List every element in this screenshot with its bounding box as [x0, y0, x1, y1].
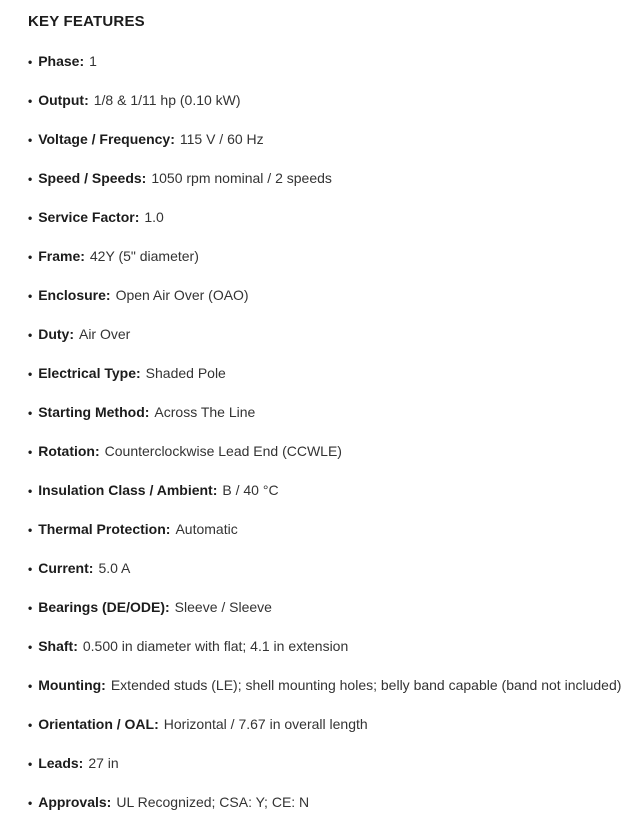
feature-label: Enclosure:	[38, 287, 111, 303]
feature-value: 1	[89, 53, 97, 69]
feature-value: 27 in	[88, 755, 119, 771]
feature-value: Automatic	[175, 521, 238, 537]
feature-item	[28, 247, 622, 267]
bullet-icon: •	[28, 756, 33, 771]
feature-label: Orientation / OAL:	[38, 716, 159, 732]
feature-value: 1050 rpm nominal / 2 speeds	[151, 170, 332, 186]
feature-item	[28, 793, 622, 813]
bullet-icon: •	[28, 366, 33, 381]
section-title: KEY FEATURES	[28, 13, 145, 30]
bullet-icon: •	[28, 561, 33, 576]
bullet-icon: •	[28, 522, 33, 537]
feature-label: Speed / Speeds:	[38, 170, 147, 186]
feature-item	[28, 637, 622, 657]
feature-value: Shaded Pole	[145, 365, 226, 381]
feature-item	[28, 559, 622, 579]
feature-item	[28, 520, 622, 540]
feature-value: Across The Line	[154, 404, 256, 420]
bullet-icon: •	[28, 93, 33, 108]
feature-item	[28, 364, 622, 384]
feature-item	[28, 715, 622, 735]
feature-label: Current:	[38, 560, 94, 576]
feature-item	[28, 208, 622, 228]
feature-item	[28, 286, 622, 306]
bullet-icon: •	[28, 405, 33, 420]
feature-value: Air Over	[78, 326, 131, 342]
bullet-icon: •	[28, 249, 33, 264]
feature-value: 115 V / 60 Hz	[179, 131, 264, 147]
feature-item	[28, 169, 622, 189]
bullet-icon: •	[28, 327, 33, 342]
feature-item	[28, 91, 622, 111]
feature-item	[28, 442, 622, 462]
feature-label: Insulation Class / Ambient:	[38, 482, 218, 498]
bullet-icon: •	[28, 678, 33, 693]
bullet-icon: •	[28, 717, 33, 732]
feature-item	[28, 676, 622, 696]
feature-value: 1.0	[144, 209, 164, 225]
feature-label: Output:	[38, 92, 89, 108]
bullet-icon: •	[28, 639, 33, 654]
feature-value: 0.500 in diameter with flat; 4.1 in extension	[82, 638, 349, 654]
feature-item	[28, 598, 622, 618]
feature-list	[28, 52, 622, 813]
feature-label: Mounting:	[38, 677, 106, 693]
bullet-icon: •	[28, 795, 33, 810]
feature-label: Thermal Protection:	[38, 521, 171, 537]
bullet-icon: •	[28, 288, 33, 303]
feature-value: B / 40 °C	[222, 482, 279, 498]
feature-item	[28, 403, 622, 423]
feature-value: Extended studs (LE); shell mounting holes; belly band capable (band not included)	[110, 677, 622, 693]
bullet-icon: •	[28, 444, 33, 459]
feature-label: Starting Method:	[38, 404, 150, 420]
feature-value: UL Recognized; CSA: Y; CE: N	[116, 794, 310, 810]
feature-item	[28, 481, 622, 501]
feature-label: Rotation:	[38, 443, 100, 459]
feature-label: Frame:	[38, 248, 85, 264]
feature-label: Service Factor:	[38, 209, 140, 225]
feature-value: 1/8 & 1/11 hp (0.10 kW)	[93, 92, 241, 108]
bullet-icon: •	[28, 210, 33, 225]
feature-value: Counterclockwise Lead End (CCWLE)	[104, 443, 342, 459]
bullet-icon: •	[28, 483, 33, 498]
feature-label: Shaft:	[38, 638, 78, 654]
bullet-icon: •	[28, 600, 33, 615]
feature-value: 5.0 A	[98, 560, 131, 576]
feature-label: Approvals:	[38, 794, 112, 810]
feature-label: Voltage / Frequency:	[38, 131, 175, 147]
bullet-icon: •	[28, 132, 33, 147]
bullet-icon: •	[28, 171, 33, 186]
feature-label: Leads:	[38, 755, 84, 771]
feature-value: Sleeve / Sleeve	[174, 599, 272, 615]
feature-label: Electrical Type:	[38, 365, 141, 381]
feature-label: Phase:	[38, 53, 85, 69]
feature-value: Open Air Over (OAO)	[115, 287, 249, 303]
feature-label: Bearings (DE/ODE):	[38, 599, 170, 615]
feature-value: 42Y (5" diameter)	[89, 248, 199, 264]
feature-item	[28, 754, 622, 774]
feature-label: Duty:	[38, 326, 74, 342]
feature-item	[28, 130, 622, 150]
feature-value: Horizontal / 7.67 in overall length	[163, 716, 368, 732]
feature-item	[28, 52, 622, 72]
feature-item	[28, 325, 622, 345]
bullet-icon: •	[28, 54, 33, 69]
